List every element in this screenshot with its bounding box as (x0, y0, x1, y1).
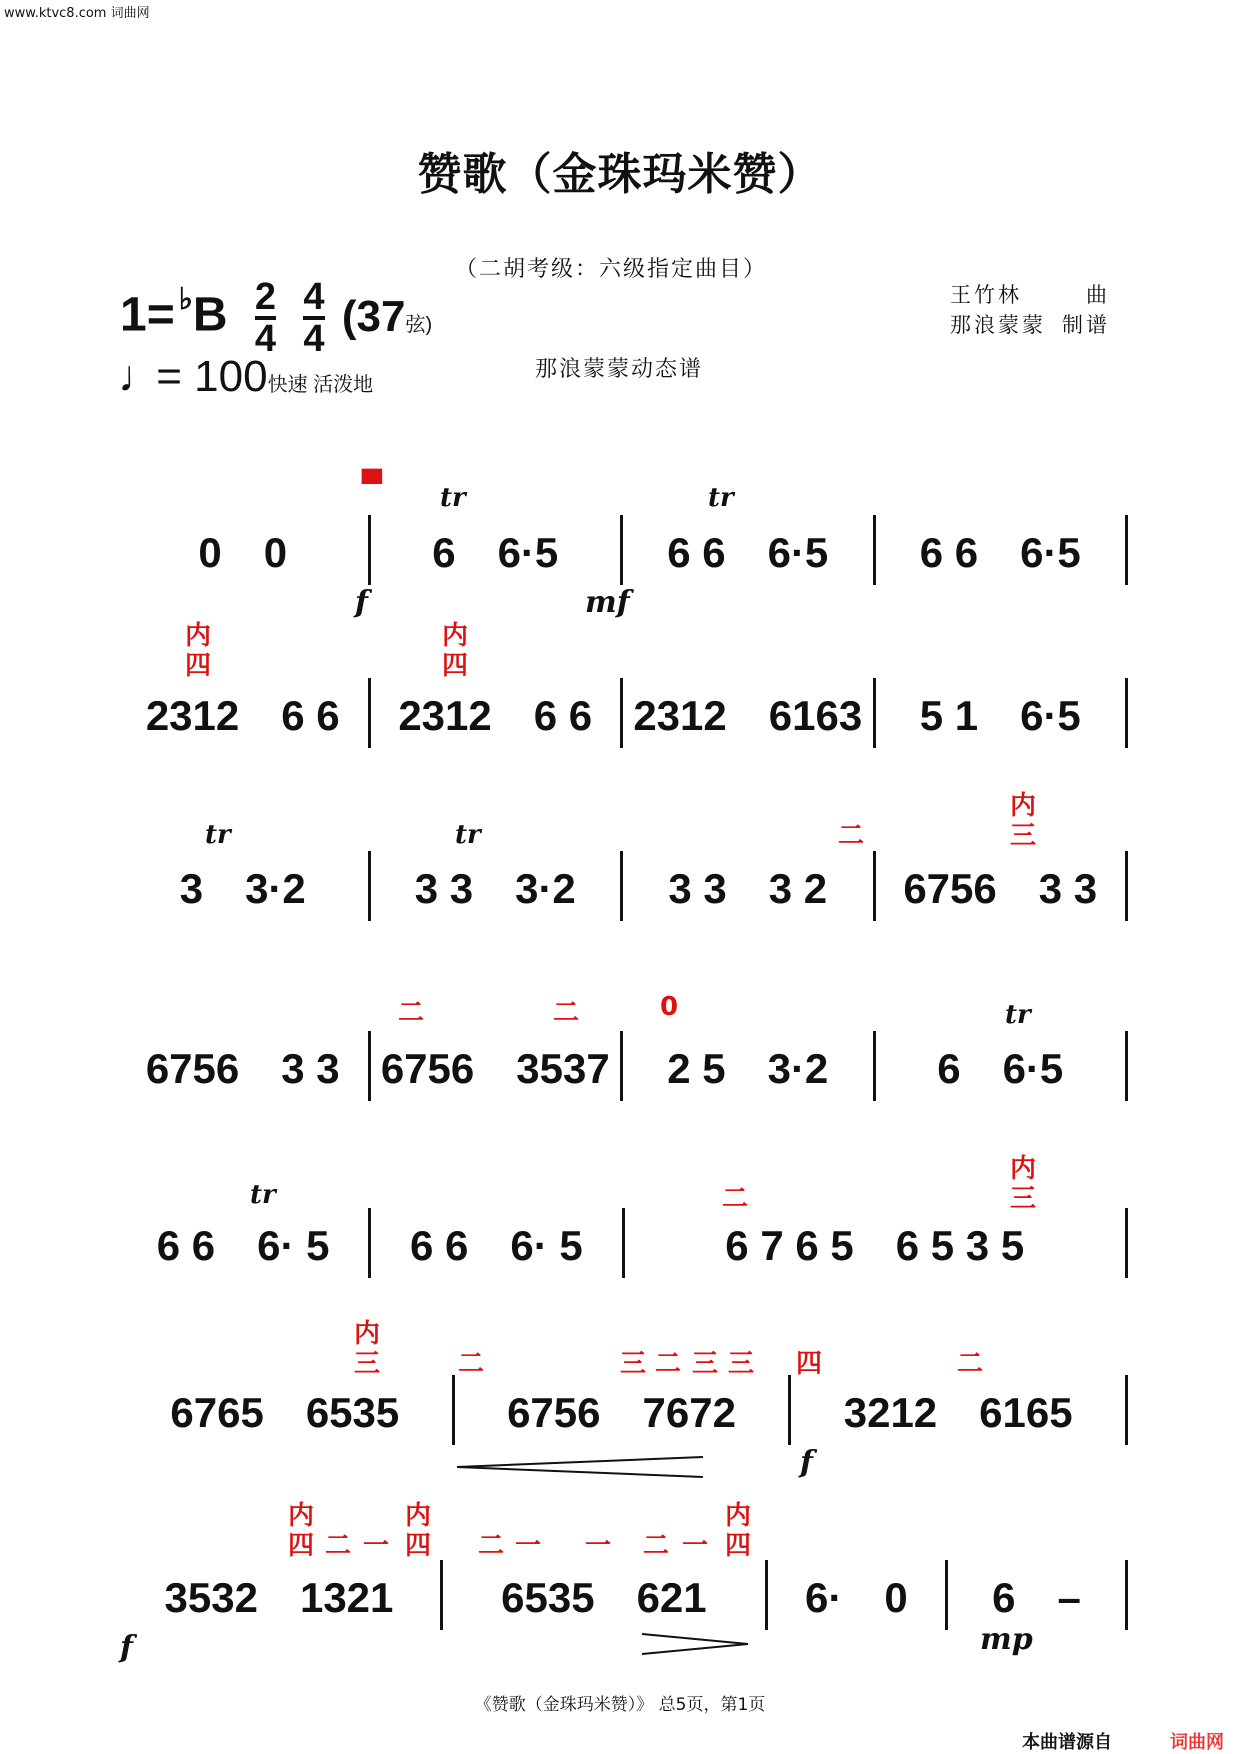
decrescendo-hairpin (640, 1632, 750, 1656)
composer-name: 王竹林 (950, 283, 1022, 307)
measure: 6756 3 3 (903, 865, 1098, 912)
measure: 6 6 6·5 (667, 529, 829, 576)
trill-mark: tr (250, 1180, 276, 1210)
brand-logo[interactable]: 词曲网 (1170, 1732, 1224, 1753)
meter-2-4: $\frac{2}{4}$ (254, 276, 277, 360)
dynamic-mark: f (120, 1630, 133, 1665)
fingering-mark: 三 (620, 1349, 647, 1379)
score-row-1 (118, 520, 1128, 580)
fingering-mark: 一 (585, 1531, 612, 1561)
measure: 6 6·5 (937, 1045, 1064, 1092)
measure: 3 3 3·2 (414, 865, 576, 912)
measure: 6535 621 (501, 1574, 707, 1621)
score-row-3 (118, 856, 1128, 916)
trill-mark: tr (1005, 1000, 1031, 1030)
measure: 3 3·2 (179, 865, 306, 912)
maker-caption: 那浪蒙蒙动态谱 (535, 357, 704, 382)
dynamic-mark: mf (585, 585, 630, 620)
key-note: B (192, 288, 228, 342)
fingering-mark: 内 (1010, 1154, 1037, 1184)
maker-role: 制谱 (1062, 313, 1110, 337)
fingering-mark: 三 (1010, 821, 1037, 851)
fingering-mark: 四 (442, 651, 469, 681)
fingering-mark: 内 (725, 1501, 752, 1531)
trill-mark: tr (205, 820, 231, 850)
measure: 2312 6 6 (398, 692, 593, 739)
score-row-6 (118, 1380, 1128, 1440)
fingering-mark: 三 (692, 1349, 719, 1379)
barline (1125, 851, 1128, 921)
fingering-mark: 二 (458, 1349, 485, 1379)
fingering-mark: 二 (838, 821, 865, 851)
measure: 6 6 6· 5 (156, 1222, 330, 1269)
quarter-note-icon: ♩ (118, 352, 162, 401)
measure: 2312 6 6 (145, 692, 340, 739)
fingering-mark: 二 (643, 1531, 670, 1561)
measure: 3 3 3 2 (668, 865, 828, 912)
meter-4-4: $\frac{4}{4}$ (303, 276, 325, 360)
site-name: 词曲网 (110, 6, 150, 21)
trill-mark: tr (440, 483, 466, 513)
measure: 6 6·5 (432, 529, 559, 576)
page-footer: 《赞歌（金珠玛米赞）》 总5页，第1页 (474, 1695, 766, 1715)
fingering-mark: 内 (354, 1319, 381, 1349)
measure: 6 6 6· 5 (409, 1222, 583, 1269)
down-bow-icon: ▀ (362, 470, 382, 500)
fingering-mark: 二 (553, 998, 580, 1028)
fingering-mark: 内 (185, 621, 212, 651)
fingering-mark: 四 (405, 1531, 432, 1561)
fingering-mark: 内 (288, 1501, 315, 1531)
tempo-marking (118, 352, 373, 402)
credits (950, 280, 1110, 340)
score-row-4 (118, 1036, 1128, 1096)
measure: 6 7 6 5 6 5 3 5 (725, 1222, 1025, 1269)
measure: 2 5 3·2 (667, 1045, 829, 1092)
fingering-mark: 一 (682, 1531, 709, 1561)
composer-role: 曲 (1086, 283, 1110, 307)
maker-name: 那浪蒙蒙 (950, 313, 1046, 337)
fingering-mark: 内 (1010, 791, 1037, 821)
barline (1125, 1208, 1128, 1278)
measure: 5 1 6·5 (919, 692, 1081, 739)
key-signature (120, 278, 432, 358)
measure: 2312 6163 (633, 692, 863, 739)
fingering-mark: 二 (957, 1349, 984, 1379)
fingering-mark: 三 (728, 1349, 755, 1379)
key-prefix: 1= (120, 288, 175, 342)
fingering-mark: 内 (442, 621, 469, 651)
barline (1125, 1375, 1128, 1445)
fingering-mark: 三 (1010, 1184, 1037, 1214)
fingering-mark: 四 (185, 651, 212, 681)
tempo-value: = 100 (156, 352, 268, 401)
dynamic-mark: f (800, 1445, 813, 1480)
measure: 3532 1321 (164, 1574, 394, 1621)
trill-mark: tr (455, 820, 481, 850)
barline (1125, 1560, 1128, 1630)
measure: 0 0 (198, 529, 288, 576)
fingering-mark: 四 (796, 1349, 823, 1379)
score-row-2 (118, 683, 1128, 743)
fingering-mark: 二 (398, 998, 425, 1028)
subtitle: （二胡考级：六级指定曲目） (455, 257, 768, 282)
measure: 6765 6535 (170, 1389, 400, 1436)
fingering-mark: 二 (722, 1184, 749, 1214)
fingering-mark: 三 (354, 1349, 381, 1379)
barline (1125, 515, 1128, 585)
dynamic-mark: mp (980, 1622, 1033, 1657)
fingering-mark: 二 (655, 1349, 682, 1379)
fingering-mark: 四 (725, 1531, 752, 1561)
measure: 6· 0 (805, 1574, 908, 1621)
measure: 6 6 6·5 (919, 529, 1081, 576)
fingering-mark: 二 (478, 1531, 505, 1561)
measure: 6 – (992, 1574, 1081, 1621)
crescendo-hairpin (455, 1455, 705, 1479)
site-url[interactable]: www.ktvc8.com (4, 6, 107, 21)
tempo-expression: 快速 活泼地 (267, 374, 374, 396)
measure: 6756 3537 (380, 1045, 610, 1092)
measure: 6756 3 3 (145, 1045, 340, 1092)
barline (1125, 678, 1128, 748)
fingering-mark: 一 (363, 1531, 390, 1561)
source-label: 本曲谱源自 (1022, 1732, 1112, 1753)
fingering-mark: 一 (515, 1531, 542, 1561)
tuning: (37弦) (341, 291, 433, 341)
dynamic-mark: f (355, 585, 368, 620)
trill-mark: tr (708, 483, 734, 513)
fingering-mark: 二 (325, 1531, 352, 1561)
barline (1125, 1031, 1128, 1101)
page-title: 赞歌（金珠玛米赞） (417, 149, 823, 200)
flat-icon: ♭ (178, 282, 193, 316)
fingering-mark: 四 (288, 1531, 315, 1561)
measure: 6756 7672 (507, 1389, 736, 1436)
score-row-5 (118, 1213, 1128, 1273)
fingering-mark: 0 (660, 992, 679, 1022)
site-header (4, 2, 150, 21)
fingering-mark: 内 (405, 1501, 432, 1531)
measure: 3212 6165 (843, 1389, 1073, 1436)
score-row-7 (118, 1565, 1128, 1625)
